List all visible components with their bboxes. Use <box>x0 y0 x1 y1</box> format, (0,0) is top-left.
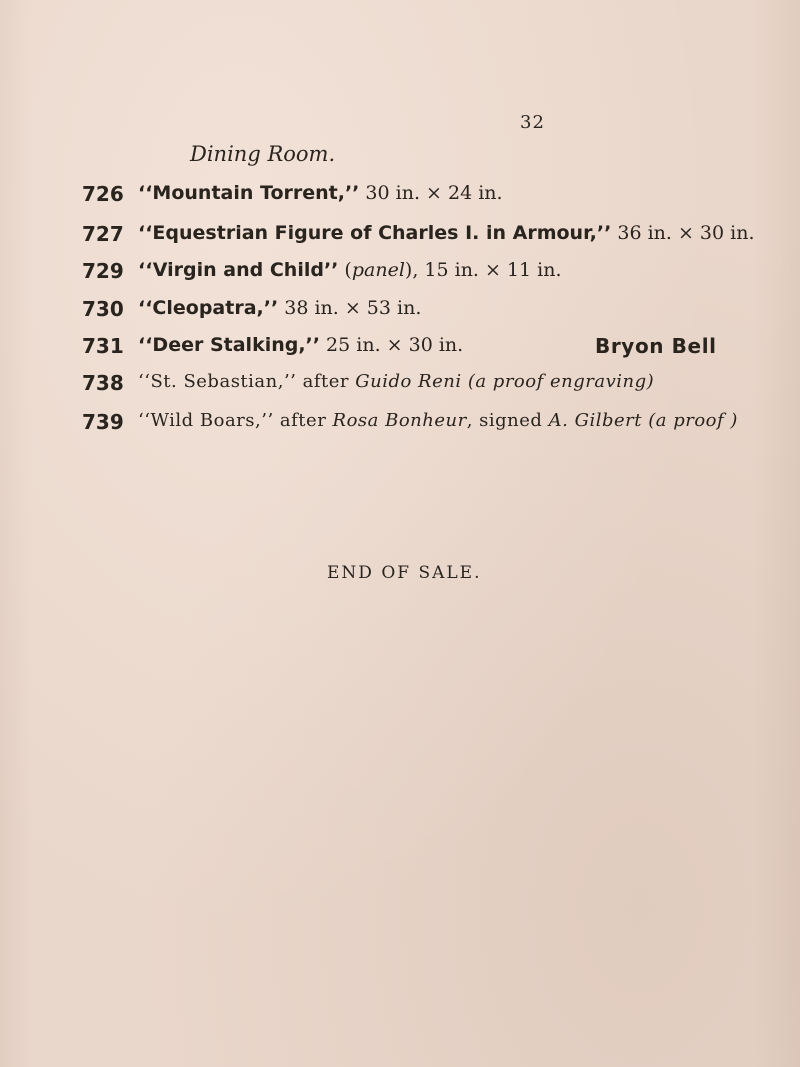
lot-number: 731 <box>82 334 124 358</box>
lot-title: ‘‘Equestrian Figure of Charles I. in Armour,’’ <box>138 222 612 244</box>
lot-description <box>138 259 562 281</box>
lot-signature: A. Gilbert (a proof ) <box>548 410 738 431</box>
lot-entry <box>0 410 800 440</box>
lot-title: ‘‘Deer Stalking,’’ <box>138 334 320 356</box>
lot-entry <box>0 259 800 289</box>
lot-entry <box>0 222 800 252</box>
lot-number: 738 <box>82 371 124 395</box>
lot-dimensions: ), 15 in. × 11 in. <box>404 259 562 281</box>
lot-title: ‘‘Cleopatra,’’ <box>138 297 279 319</box>
lot-entry <box>0 182 800 212</box>
lot-number: 730 <box>82 297 124 321</box>
lot-entry <box>0 371 800 401</box>
lot-description <box>138 297 421 319</box>
lot-entry <box>0 297 800 327</box>
lot-dimensions: 38 in. × 53 in. <box>278 297 422 319</box>
lot-dimensions: 25 in. × 30 in. <box>320 334 464 356</box>
section-title: Dining Room. <box>190 142 336 166</box>
lot-number: 727 <box>82 222 124 246</box>
lot-description <box>138 371 654 392</box>
lot-details: ( <box>338 259 352 281</box>
lot-title: ‘‘St. Sebastian,’’ after <box>138 371 356 392</box>
lot-source: Guido Reni (a proof engraving) <box>355 371 655 392</box>
lot-dimensions: 30 in. × 24 in. <box>359 182 503 204</box>
page-number: 32 <box>520 112 545 133</box>
lot-artist: Bryon Bell <box>595 334 717 358</box>
lot-number: 726 <box>82 182 124 206</box>
lot-medium: panel <box>351 259 405 281</box>
lot-description <box>138 334 463 356</box>
lot-description <box>138 410 738 431</box>
lot-number: 739 <box>82 410 124 434</box>
lot-signature-label: , signed <box>466 410 549 431</box>
lot-description <box>138 182 503 204</box>
lot-source: Rosa Bonheur <box>332 410 467 431</box>
lot-title: ‘‘Mountain Torrent,’’ <box>138 182 360 204</box>
lot-number: 729 <box>82 259 124 283</box>
lot-dimensions: 36 in. × 30 in. <box>611 222 755 244</box>
lot-title: ‘‘Virgin and Child’’ <box>138 259 339 281</box>
lot-title: ‘‘Wild Boars,’’ after <box>138 410 333 431</box>
lot-entry <box>0 334 800 364</box>
lot-description <box>138 222 755 244</box>
end-of-sale: END OF SALE. <box>327 563 482 583</box>
